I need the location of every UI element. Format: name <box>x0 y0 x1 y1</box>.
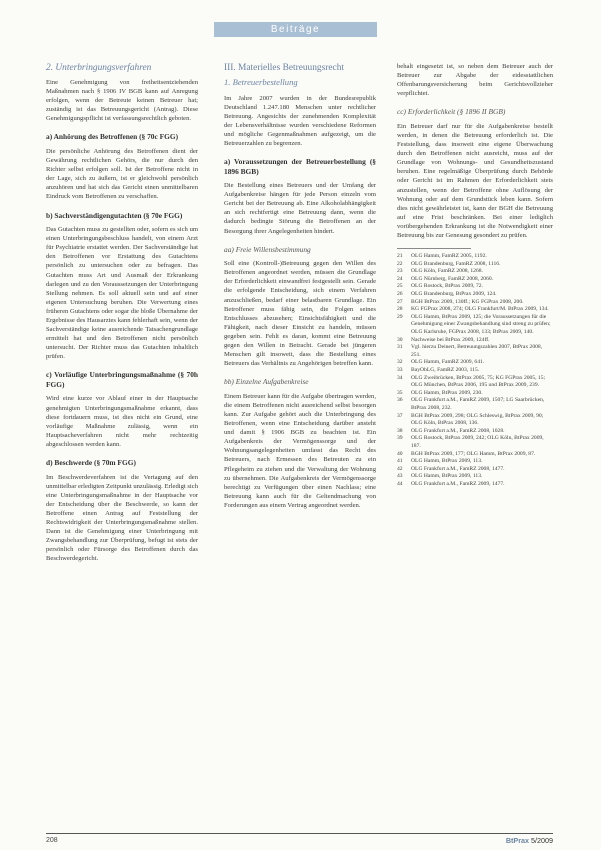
paragraph: Einem Betreuer kann für die Aufgabe übertragen werden, die einem Betroffenen nicht ausreichend selbst besorgen kann. Zur Aufgabe gehört auch die Unterbringung des Betroffenen, wenn eine Entscheidung darüber ansteht und damit § 1906 BGB zu beachten ist. Ein Aufgabenkreis der Vermögenssorge und der Wohnungsangelegenheiten umfasst das Recht des Betreuers, nach Ermessen des Betreuten zu ein Pflegeheim zu ziehen und die Verwaltung der Wohnung zu übernehmen. Die Aufgabenkreis der Vermögenssorge berechtigt zu Verfügungen über einen Nachlass; eine Betreuung kann auch für die Geltendmachung von Forderungen aus einem Vertrag angeordnet werden. <box>224 392 376 509</box>
page-number: 208 <box>46 837 58 844</box>
footnote-text: OLG Brandenburg, BtPrax 2009, 124. <box>411 291 497 298</box>
footnote-number: 39 <box>397 435 403 442</box>
subsection-heading: c) Vorläufige Unterbringungsmaßnahme (§ 70h FGG) <box>46 370 198 389</box>
subsection-heading: a) Anhörung des Betroffenen (§ 70c FGG) <box>46 132 179 142</box>
footnote-text: OLG Hamm, BtPrax 2009, 230. <box>411 389 483 396</box>
footnote-number: 21 <box>397 253 403 260</box>
footnote-number: 29 <box>397 313 403 320</box>
footnote-text: OLG Frankfurt a.M., FamRZ 2008, 1477. <box>411 465 505 472</box>
footnote <box>397 413 553 428</box>
footnote-number: 27 <box>397 298 403 305</box>
footnote-text: OLG Hamm, FamRZ 2005, 1192. <box>411 253 487 260</box>
footnote <box>397 253 553 261</box>
paragraph: Die persönliche Anhörung des Betroffenen dient der Gewährung rechtlichen Gehörs, die nur durch den Richter selbst erfolgen soll. Ist der Betroffene nicht in der Lage, sich zu äußern, ist er gleichwohl persönlich anzuhören und hat sich das Gericht einen unmittelbaren Eindruck vom Betroffenen zu verschaffen. <box>46 147 198 201</box>
footnote-text: BGH BtPrax 2009, 177; OLG Hamm, BtPrax 2009, 87. <box>411 450 536 457</box>
paragraph: Eine Genehmigung von freiheitsentziehenden Maßnahmen nach § 1906 IV BGB kann auf Anregung erfolgen, wenn der Betreute keinen Betreuer hat; zuständig ist das Betreuungsgericht (Antrag). Diese Genehmigungspflicht ist verfassungsrechtlich geboten. <box>46 79 198 123</box>
footnote-number: 31 <box>397 344 403 351</box>
paragraph: Das Gutachten muss zu gestellten oder, sofern es sich um einen Unterbringungsbeschluss handelt, von einem Arzt für Psychiatrie erstattet werden. Der Sachverständige hat den Betroffenen vor Erstattung des Gutachtens persönlich zu untersuchen oder zu befragen. Das Gutachten muss Art und Ausmaß der Erkrankung darlegen und zu den Voraussetzungen der Unterbringung Stellung nehmen. Es soll aktuell sein und auf einer eigenen Untersuchung beruhen. Die Verwertung eines früheren Gutachtens oder sogar die bloße Übernahme der Ergebnisse des Hausarztes kann fehlerhaft sein, wenn der Sachverständige keine ausreichende Tatsachengrundlage ermittelt hat und den Betroffenen nicht persönlich untersucht. Der Richter muss das Gutachten inhaltlich prüfen. <box>46 226 198 361</box>
footnote <box>397 261 553 269</box>
footnote-text: OLG Frankfurt a.M., FamRZ 2008, 1028. <box>411 427 505 434</box>
journal-name: BtPrax <box>505 836 530 845</box>
paragraph: Soll eine (Kontroll-)Betreuung gegen den Willen des Betroffenen angeordnet werden, müssen die Grundlage der Erforderlichkeit einwandfrei festgestellt sein. Gerade die erfolgende Entscheidung, sich einem Verfahren anzuschließen, bedarf einer belastbaren Grundlage. Ein Betroffener muss fähig sein, die Folgen seines Entschlusses abzusehen; Einsichtsfähigkeit und die Fähigkeit, nach dieser Einsicht zu handeln, müssen gegeben sein. Fehlt es daran, kommt eine Betreuung gegen den Willen in Betracht. Gerade bei jüngeren Menschen gilt insoweit, dass die Bestellung eines Betreuers das Verhältnis zu Angehörigen betreffen kann. <box>224 260 376 368</box>
section-heading: III. Materielles Betreuungsrecht <box>224 63 345 73</box>
footnote-text: Vgl. hierzu Deinert, Betreuungszahlen 2007, BtPrax 2008, 251. <box>411 344 543 358</box>
footnote-text: OLG Zweibrücken, BtPrax 2005, 75; KG FGPrax 2005, 15; OLG München, BtPrax 2006, 195 und BtPrax 2009, 239. <box>411 374 546 389</box>
footnote-number: 33 <box>397 367 403 373</box>
subsection-heading: b) Sachverständigengutachten (§ 70e FGG) <box>46 210 183 220</box>
footnote-text: KG FGPrax 2008, 274; OLG Frankfurt/M. BtPrax 2009, 134. <box>411 306 549 313</box>
footnote-number: 43 <box>397 473 403 480</box>
column-right <box>397 62 553 822</box>
footnote <box>397 375 553 390</box>
footnote-text: OLG Frankfurt a.M., FamRZ 2009, 1507; LG Saarbrücken, BtPrax 2008, 232. <box>411 397 545 411</box>
footnote <box>397 283 553 291</box>
footnote <box>397 473 553 481</box>
footnote <box>397 344 553 359</box>
footnote-number: 40 <box>397 450 403 457</box>
footnote-number: 37 <box>397 412 403 419</box>
footnote-list <box>397 253 553 488</box>
footnote-number: 34 <box>397 374 403 381</box>
footnote <box>397 268 553 276</box>
footnote-number: 32 <box>397 359 403 366</box>
footnote-number: 41 <box>397 458 403 465</box>
column-middle <box>224 62 376 822</box>
footnote-number: 22 <box>397 260 403 267</box>
footnote-divider <box>397 248 471 249</box>
footnote-text: OLG Rostock, BtPrax 2009, 72. <box>411 283 483 290</box>
footnote <box>397 435 553 450</box>
footnote-text: OLG Frankfurt a.M., FamRZ 2009, 1477. <box>411 480 505 487</box>
footnote-text: OLG Nürnberg, FamRZ 2008, 2060. <box>411 275 494 282</box>
footnote-number: 35 <box>397 389 403 396</box>
footnote-number: 23 <box>397 268 403 275</box>
subsection-heading: aa) Freie Willensbestimmung <box>224 244 311 254</box>
footnote-number: 25 <box>397 283 403 290</box>
footnote-text: OLG Köln, FamRZ 2008, 1268. <box>411 268 483 275</box>
footnote <box>397 314 553 337</box>
footnote-text: OLG Hamm, BtPrax 2009, 125; die Voraussetzungen für die Genehmigung einer Zwangsbehandlung sind streng zu prüfen; OLG Karlsruhe, FGPrax 2008, 133; BtPrax 2009, 140. <box>411 313 551 336</box>
footnote-text: OLG Hamm, BtPrax 2009, 113. <box>411 458 483 465</box>
footnote-text: BayObLG, FamRZ 2003, 115. <box>411 367 480 373</box>
footnote <box>397 367 553 375</box>
footnote-text: OLG Rostock, BtPrax 2009, 242; OLG Köln, BtPrax 2009, 187. <box>411 435 544 449</box>
footnote <box>397 291 553 299</box>
subsection-heading: 1. Betreuerbestellung <box>224 77 298 87</box>
footnote <box>397 276 553 284</box>
footnote <box>397 466 553 474</box>
section-header-band <box>214 22 377 37</box>
section-header-label: Beiträge <box>270 24 321 35</box>
paragraph: Die Bestellung eines Betreuers und der Umfang der Aufgabenkreise hängen für jede Person einzeln vom Gericht bei der Betreuung ab. Eine Alkoholabhängigkeit an sich rechtfertigt eine Betreuung dann, wenn die dadurch bedingte Störung die Betroffenen an der Besorgung ihrer Angelegenheiten hindert. <box>224 182 376 235</box>
subsection-heading: a) Voraussetzungen der Betreuerbestellung (§ 1896 BGB) <box>224 157 376 176</box>
paragraph: Im Jahre 2007 wurden in der Bundesrepublik Deutschland 1.247.180 Menschen unter rechtlicher Betreuung. Angesichts der zunehmenden Komplexität der Lebensverhältnisse wurden verschiedene Reformen und mögliche Gegenmaßnahmen aufgezeigt, um die Betreuerzahlen zu begrenzen. <box>224 94 376 147</box>
column-left <box>46 62 198 822</box>
subsection-heading: cc) Erforderlichkeit (§ 1896 II BGB) <box>397 107 506 117</box>
footnote-text: OLG Hamm, FamRZ 2009, 641. <box>411 359 485 366</box>
footnote-number: 26 <box>397 291 403 298</box>
subsection-heading: bb) Einzelne Aufgabenkreise <box>224 377 309 387</box>
footnote <box>397 359 553 367</box>
footnote-text: OLG Hamm, BtPrax 2009, 113. <box>411 473 483 480</box>
footnote-text: BGH BtPrax 2009, 130ff.; KG FGPrax 2008, 200. <box>411 298 524 305</box>
footnote-number: 44 <box>397 480 403 487</box>
footnote <box>397 306 553 314</box>
footnote-number: 28 <box>397 306 403 313</box>
section-heading: 2. Unterbringungsverfahren <box>46 63 152 73</box>
footnote-number: 38 <box>397 427 403 434</box>
footnote-number: 42 <box>397 465 403 472</box>
footnote <box>397 458 553 466</box>
footnote <box>397 481 553 489</box>
footnote-text: BGH BtPrax 2009, 298; OLG Schleswig, BtPrax 2009, 90; OLG Köln, BtPrax 2008, 136. <box>411 412 544 427</box>
footnote <box>397 337 553 345</box>
footnote <box>397 451 553 459</box>
paragraph: Im Beschwerdeverfahren ist die Vertagung auf den unmittelbar erledigten Zeitpunkt unzulässig. Erledigt sich eine Unterbringungsmaßnahme in der Hauptsache vor der Entscheidung über die Beschwerde, so kann der Betroffene einen Antrag auf Feststellung der Rechtswidrigkeit der Unterbringungsmaßnahme stellen. Dann ist die Genehmigung einer Unterbringung mit Zwangsbehandlung zur Überprüfung, befugt ist stets der persönlich oder Fürsorge des Betroffenen durch das Beschwerdegericht. <box>46 473 198 563</box>
paragraph: Wird eine kurze vor Ablauf einer in der Hauptsache genehmigten Unterbringungsmaßnahme erkannt, dass diese fortdauern muss, ist dies nicht ein Grund, eine vorläufige Maßnahme zulässig, wenn ein Hauptsacheverfahren nicht mehr rechtzeitig abgeschlossen werden kann. <box>46 395 198 448</box>
footnote-text: OLG Brandenburg, FamRZ 2008, 1116. <box>411 260 501 267</box>
journal-citation <box>490 836 553 845</box>
footnote <box>397 397 553 412</box>
footnote-number: 30 <box>397 336 403 343</box>
footnote-text: Nachweise bei BtPrax 2009, 124ff. <box>411 336 490 343</box>
subsection-heading: d) Beschwerde (§ 70m FGG) <box>46 458 136 467</box>
footnote-number: 36 <box>397 397 403 404</box>
paragraph: Ein Betreuer darf nur für die Aufgabenkreise bestellt werden, in denen die Betreuung erforderlich ist. Die Feststellung, dass insoweit eine eigene Überwachung durch den Betroffenen nicht ausreicht, muss auf der Grundlage von Wohnungs- und Gesundheitszustand beruhen. Eine regelmäßige Überprüfung durch Behörde oder Gericht ist im Rahmen der Erforderlichkeit stets anzustellen, wenn der Betroffene ohne Auflösung der Wohnung oder auf dem Grundstück leben kann. Sofern dies nicht gewährleistet ist, kann der BGH die Betreuung auf eine Frist beschränken. Bei einer lediglich vorübergehenden Erkrankung ist die Notwendigkeit einer Betreuung bis zur Genesung gesondert zu prüfen. <box>397 122 553 239</box>
footnote-number: 24 <box>397 275 403 282</box>
journal-issue: 5/2009 <box>531 836 553 845</box>
paragraph: behalt eingesetzt ist, so neben dem Betreuer auch der Betreuer zur Abgabe der eidesstattlichen Offenbarungsversicherung beim Gerichtsvollzieher verpflichtet. <box>397 63 553 98</box>
footnote <box>397 428 553 436</box>
footer-rule <box>46 833 553 834</box>
